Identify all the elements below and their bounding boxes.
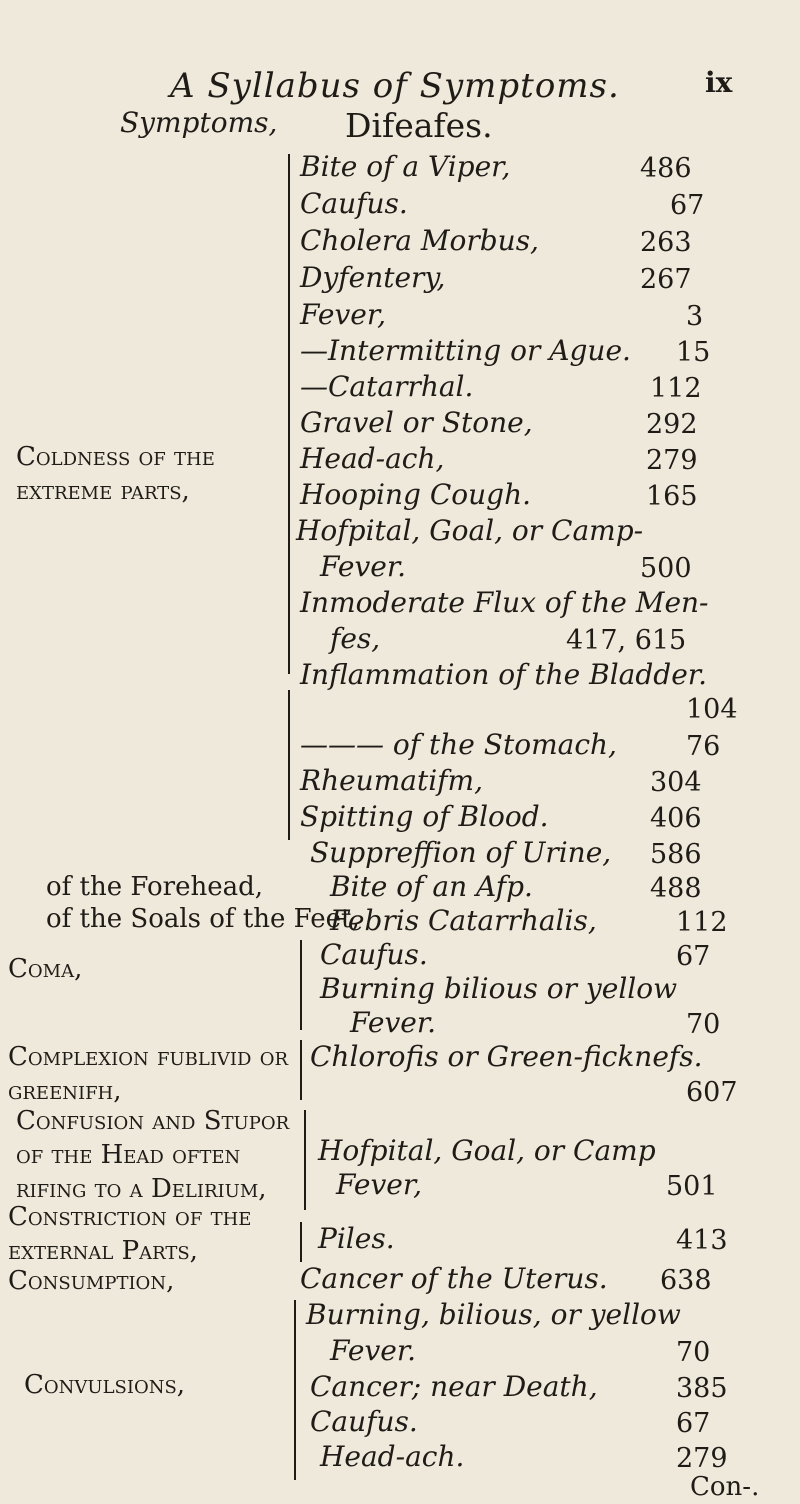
disease-entry: Rheumatifm, bbox=[300, 764, 483, 797]
disease-entry: Hofpital, Goal, or Camp- bbox=[296, 514, 644, 547]
disease-entry: fes, bbox=[330, 622, 381, 655]
disease-entry: Burning bilious or yellow bbox=[320, 972, 678, 1005]
disease-entry: Caufus. bbox=[300, 187, 408, 220]
page-ref: 70 bbox=[686, 1009, 721, 1040]
disease-entry: Dyfentery, bbox=[300, 261, 446, 294]
disease-entry: Fever. bbox=[320, 550, 407, 583]
page-ref: 104 bbox=[686, 694, 738, 725]
disease-entry: Head-ach, bbox=[300, 442, 445, 475]
running-header: A Syllabus of Symptoms. bbox=[170, 66, 620, 106]
page-ref: 413 bbox=[676, 1225, 728, 1256]
brace bbox=[294, 1300, 306, 1480]
disease-entry: ——— of the Stomach, bbox=[300, 728, 617, 761]
disease-entry: Piles. bbox=[318, 1222, 395, 1255]
brace bbox=[300, 1222, 312, 1262]
page-ref: 501 bbox=[666, 1171, 718, 1202]
diseases-column-heading: Difeafes. bbox=[345, 106, 493, 145]
disease-entry: Head-ach. bbox=[320, 1440, 465, 1473]
page-ref: 70 bbox=[676, 1337, 711, 1368]
page-ref: 112 bbox=[650, 373, 702, 404]
page-ref: 3 bbox=[686, 301, 704, 332]
symptom-entry: Complexion fublivid or greenifh, bbox=[8, 1042, 289, 1106]
brace bbox=[300, 940, 312, 1030]
page-ref: 500 bbox=[640, 553, 692, 584]
page-ref: 638 bbox=[660, 1265, 712, 1296]
disease-entry: Cancer; near Death, bbox=[310, 1370, 598, 1403]
symptom-entry: Coma, bbox=[8, 954, 83, 984]
disease-entry: Cancer of the Uterus. bbox=[300, 1262, 608, 1295]
page-ref: 279 bbox=[646, 445, 698, 476]
symptom-entry: Constriction of the external Parts, bbox=[8, 1202, 252, 1266]
brace bbox=[288, 690, 300, 840]
disease-entry: Spitting of Blood. bbox=[300, 800, 549, 833]
page-ref: 385 bbox=[676, 1373, 728, 1404]
page-ref: 112 bbox=[676, 907, 728, 938]
symptom-entry: Coldness of the extreme parts, bbox=[16, 442, 215, 506]
disease-entry: Chlorofis or Green-ficknefs. bbox=[310, 1040, 703, 1073]
page-ref: 607 bbox=[686, 1077, 738, 1108]
symptoms-column-heading: Symptoms, bbox=[120, 106, 278, 139]
page-ref: 417, 615 bbox=[566, 625, 687, 656]
page-number: ix bbox=[705, 66, 733, 99]
disease-entry: Caufus. bbox=[320, 938, 428, 971]
disease-entry: Fever. bbox=[330, 1334, 417, 1367]
page-ref: 279 bbox=[676, 1443, 728, 1474]
page-ref: 267 bbox=[640, 264, 692, 295]
page-ref: 67 bbox=[676, 941, 711, 972]
disease-entry: —Intermitting or Ague. bbox=[300, 334, 631, 367]
brace bbox=[300, 1040, 312, 1100]
disease-entry: Bite of a Viper, bbox=[300, 150, 511, 183]
disease-entry: Caufus. bbox=[310, 1405, 418, 1438]
page-ref: 67 bbox=[670, 190, 705, 221]
page-ref: 488 bbox=[650, 873, 702, 904]
disease-entry: Febris Catarrhalis, bbox=[330, 904, 597, 937]
disease-entry: Gravel or Stone, bbox=[300, 406, 533, 439]
disease-entry: Suppreffion of Urine, bbox=[310, 836, 612, 869]
disease-entry: Fever. bbox=[350, 1006, 437, 1039]
page-ref: 292 bbox=[646, 409, 698, 440]
catchword: Con-. bbox=[690, 1472, 760, 1502]
page-ref: 586 bbox=[650, 839, 702, 870]
disease-entry: Inflammation of the Bladder. bbox=[300, 658, 707, 691]
page-ref: 15 bbox=[676, 337, 711, 368]
brace bbox=[288, 154, 300, 674]
disease-entry: Inmoderate Flux of the Men- bbox=[300, 586, 709, 619]
disease-entry: Fever, bbox=[336, 1168, 423, 1201]
disease-entry: Hofpital, Goal, or Camp bbox=[318, 1134, 656, 1167]
page-ref: 304 bbox=[650, 767, 702, 798]
page-ref: 67 bbox=[676, 1408, 711, 1439]
disease-entry: Cholera Morbus, bbox=[300, 224, 539, 257]
symptom-entry: of the Soals of the Feet, bbox=[46, 904, 360, 934]
disease-entry: —Catarrhal. bbox=[300, 370, 474, 403]
page-ref: 406 bbox=[650, 803, 702, 834]
symptom-entry: Convulsions, bbox=[24, 1370, 186, 1400]
symptom-entry: of the Forehead, bbox=[46, 872, 264, 902]
disease-entry: Burning, bilious, or yellow bbox=[306, 1298, 681, 1331]
page-ref: 165 bbox=[646, 481, 698, 512]
page-ref: 263 bbox=[640, 227, 692, 258]
disease-entry: Hooping Cough. bbox=[300, 478, 532, 511]
disease-entry: Fever, bbox=[300, 298, 387, 331]
page-ref: 486 bbox=[640, 153, 692, 184]
symptom-entry: Confusion and Stupor of the Head often rifing to a Delirium, bbox=[16, 1106, 290, 1204]
page-ref: 76 bbox=[686, 731, 721, 762]
disease-entry: Bite of an Afp. bbox=[330, 870, 533, 903]
symptom-entry: Consumption, bbox=[8, 1266, 175, 1296]
